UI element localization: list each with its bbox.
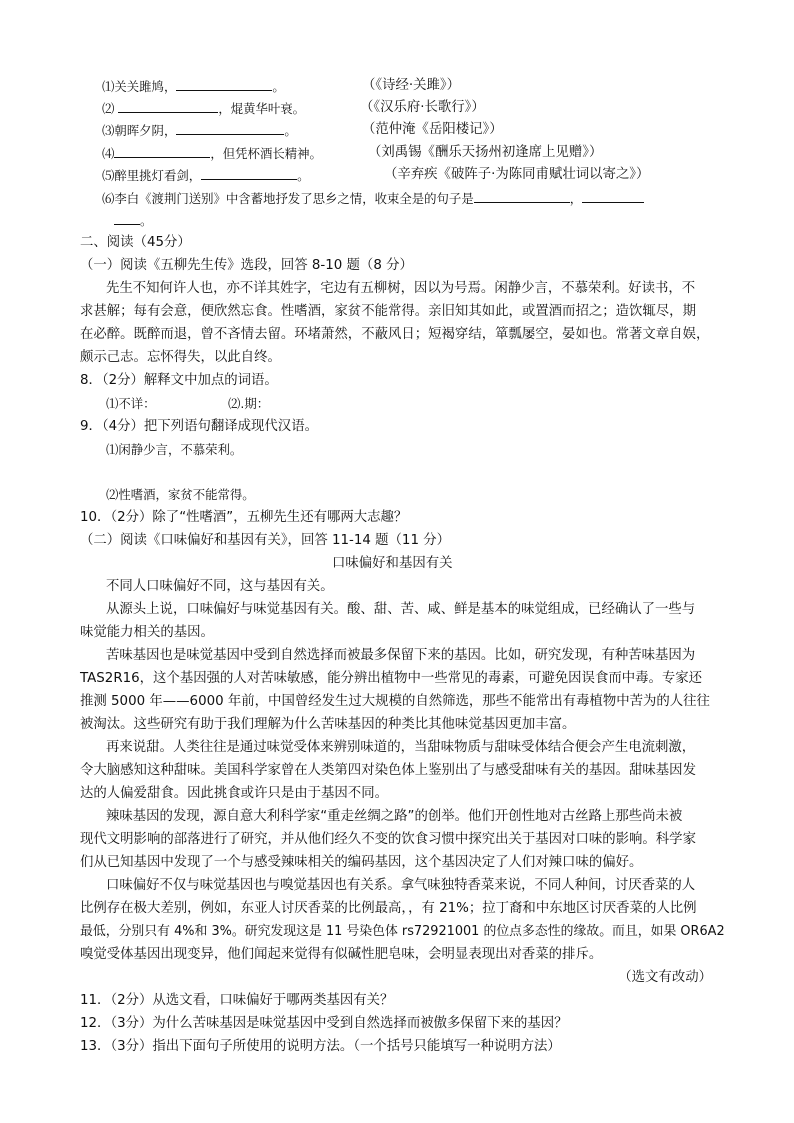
poem-source: （《诗经·关雎》） [362, 78, 460, 93]
question-10: 10．（2分）除了“性嗜酒”，五柳先生还有哪两大志趣？ [80, 510, 408, 525]
passage-line: 比例存在极大差别，例如，东亚人讨厌香菜的比例最高，，有 21%；拉丁裔和中东地区讨厌香菜的人比例 [80, 901, 697, 916]
answer-blank[interactable] [582, 188, 644, 203]
part2-title: （二）阅读《口味偏好和基因有关》，回答 11-14 题（11 分） [80, 533, 451, 548]
poem-line-4 [102, 143, 322, 165]
item-number: ⑶ [102, 123, 115, 138]
poem-line-2 [102, 98, 305, 120]
passage-line: TAS2R16，这个基因强的人对苦味敏感，能分辨出植物中一些常见的毒素，可避免因误食而中毒。专家还 [80, 671, 703, 686]
question-8-part-1: ⑴不详： [106, 396, 156, 411]
question-9-part-1: ⑴闲静少言，不慕荣利。 [106, 442, 243, 457]
passage-line: 最低，分别只有 4%和 3%。研究发现这是 11 号染色体 rs72921001 的位点多态性的缘故。而且，如果 OR6A2 [80, 924, 725, 939]
poem-text: 。 [297, 168, 310, 183]
section-heading: 二、阅读（45分） [80, 235, 191, 250]
passage-line: 口味偏好不仅与味觉基因也与嗅觉基因也有关系。拿气味独特香菜来说，不同人种间，讨厌香菜的人 [106, 878, 696, 893]
passage-line: 辣味基因的发现，源自意大利科学家“重走丝绸之路”的创举。他们开创性地对古丝路上那些尚未被 [106, 809, 683, 824]
poem-text: ⑹李白《渡荆门送别》中含蓄地抒发了思乡之情，收束全是的句子是 [102, 191, 474, 206]
passage-line: 在必醉。既醉而退，曾不吝情去留。环堵萧然，不蔽风日；短褐穿结，箪瓢屡空，晏如也。常著文章自娱， [80, 327, 710, 342]
passage-line: 不同人口味偏好不同，这与基因有关。 [106, 579, 334, 594]
answer-blank[interactable] [114, 143, 210, 158]
source-note: （选文有改动） [618, 970, 712, 985]
question-9: 9．（4分）把下列语句翻译成现代汉语。 [80, 419, 318, 434]
passage-line: 现代文明影响的部落进行了研究，并从他们经久不变的饮食习惯中探究出关于基因对口味的影响。科学家 [80, 832, 696, 847]
poem-source: （刘禹锡《酬乐天扬州初逢席上见赠》） [368, 145, 603, 160]
passage-line: 达的人偏爱甜食。因此挑食或许只是由于基因不同。 [80, 786, 388, 801]
item-number: ⑵ [102, 101, 115, 116]
item-number: ⑴ [102, 79, 115, 94]
passage-line: 从源头上说，口味偏好与味觉基因有关。酸、甜、苦、咸、鲜是基本的味觉组成，已经确认了一些与 [106, 602, 696, 617]
poem-line-1 [102, 76, 285, 98]
poem-text: 关关雎鸠， [114, 79, 177, 94]
poem-text: 醉里挑灯看剑， [114, 168, 202, 183]
passage-line: 颇示己志。忘怀得失，以此自终。 [80, 350, 281, 365]
question-9-part-2: ⑵性嗜酒，家贫不能常得。 [106, 487, 255, 502]
answer-blank[interactable] [114, 210, 140, 225]
poem-text: ，但凭杯酒长精神。 [210, 146, 322, 161]
poem-line-5 [102, 165, 310, 187]
answer-blank[interactable] [474, 188, 570, 203]
item-number: ⑸ [102, 168, 115, 183]
passage-line: 味觉能力相关的基因。 [80, 625, 214, 640]
poem-source: （辛弃疾《破阵子·为陈同甫赋壮词以寄之》） [384, 167, 650, 182]
passage-line: 被淘汰。这些研究有助于我们理解为什么苦味基因的种类比其他味觉基因更加丰富。 [80, 717, 576, 732]
passage-line: 先生不知何许人也，亦不详其姓字，宅边有五柳树，因以为号焉。闲静少言，不慕荣利。好读书，不 [106, 281, 696, 296]
part1-title: （一）阅读《五柳先生传》选段，回答 8-10 题（8 分） [80, 258, 413, 273]
answer-blank[interactable] [176, 120, 284, 135]
item-number: ⑷ [102, 146, 115, 161]
poem-source: （《汉乐府·长歌行》） [360, 100, 485, 115]
answer-blank[interactable] [176, 76, 272, 91]
passage-line: 推测 5000 年——6000 年前，中国曾经发生过大规模的自然筛选，那些不能常出有毒植物中苦为的人往往 [80, 694, 710, 709]
poem-text: ，焜黄华叶衰。 [218, 101, 306, 116]
poem-line-6-cont [114, 210, 152, 232]
passage-line: 令大脑感知这种甜味。美国科学家曾在人类第四对染色体上鉴别出了与感受甜味有关的基因。甜味基因发 [80, 763, 696, 778]
answer-blank[interactable] [118, 98, 218, 113]
poem-text: 朝晖夕阴， [114, 123, 177, 138]
passage-line: 再来说甜。人类往往是通过味觉受体来辨别味道的，当甜味物质与甜味受体结合便会产生电流刺激， [106, 740, 696, 755]
punctuation: 。 [140, 213, 153, 228]
question-11: 11．（2分）从选文看，口味偏好于哪两类基因有关？ [80, 993, 394, 1008]
question-13: 13．（3分）指出下面句子所使用的说明方法。（一个括号只能填写一种说明方法） [80, 1039, 561, 1054]
passage-line: 嗅觉受体基因出现变异，他们闻起来觉得有似碱性肥皂味，会明显表现出对香菜的排斥。 [80, 947, 603, 962]
punctuation: ， [569, 191, 583, 206]
poem-text: 。 [284, 123, 297, 138]
answer-blank[interactable] [201, 165, 297, 180]
poem-line-3 [102, 120, 297, 142]
passage-line: 们从已知基因中发现了一个与感受辣味相关的编码基因，这个基因决定了人们对辣口味的偏好。 [80, 855, 643, 870]
question-8-part-2: ⑵.期： [228, 396, 270, 411]
poem-source: （范仲淹《岳阳楼记》） [362, 122, 503, 137]
poem-line-6 [102, 188, 644, 210]
article-heading: 口味偏好和基因有关 [332, 556, 453, 571]
question-12: 12．（3分）为什么苦味基因是味觉基因中受到自然选择而被傲多保留下来的基因？ [80, 1016, 568, 1031]
question-8: 8．（2分）解释文中加点的词语。 [80, 373, 278, 388]
passage-line: 苦味基因也是味觉基因中受到自然选择而被最多保留下来的基因。比如，研究发现，有种苦味基因为 [106, 648, 696, 663]
poem-text: 。 [272, 79, 285, 94]
passage-line: 求甚解；每有会意，便欣然忘食。性嗜酒，家贫不能常得。亲旧知其如此，或置酒而招之；造饮辄尽，期 [80, 304, 696, 319]
